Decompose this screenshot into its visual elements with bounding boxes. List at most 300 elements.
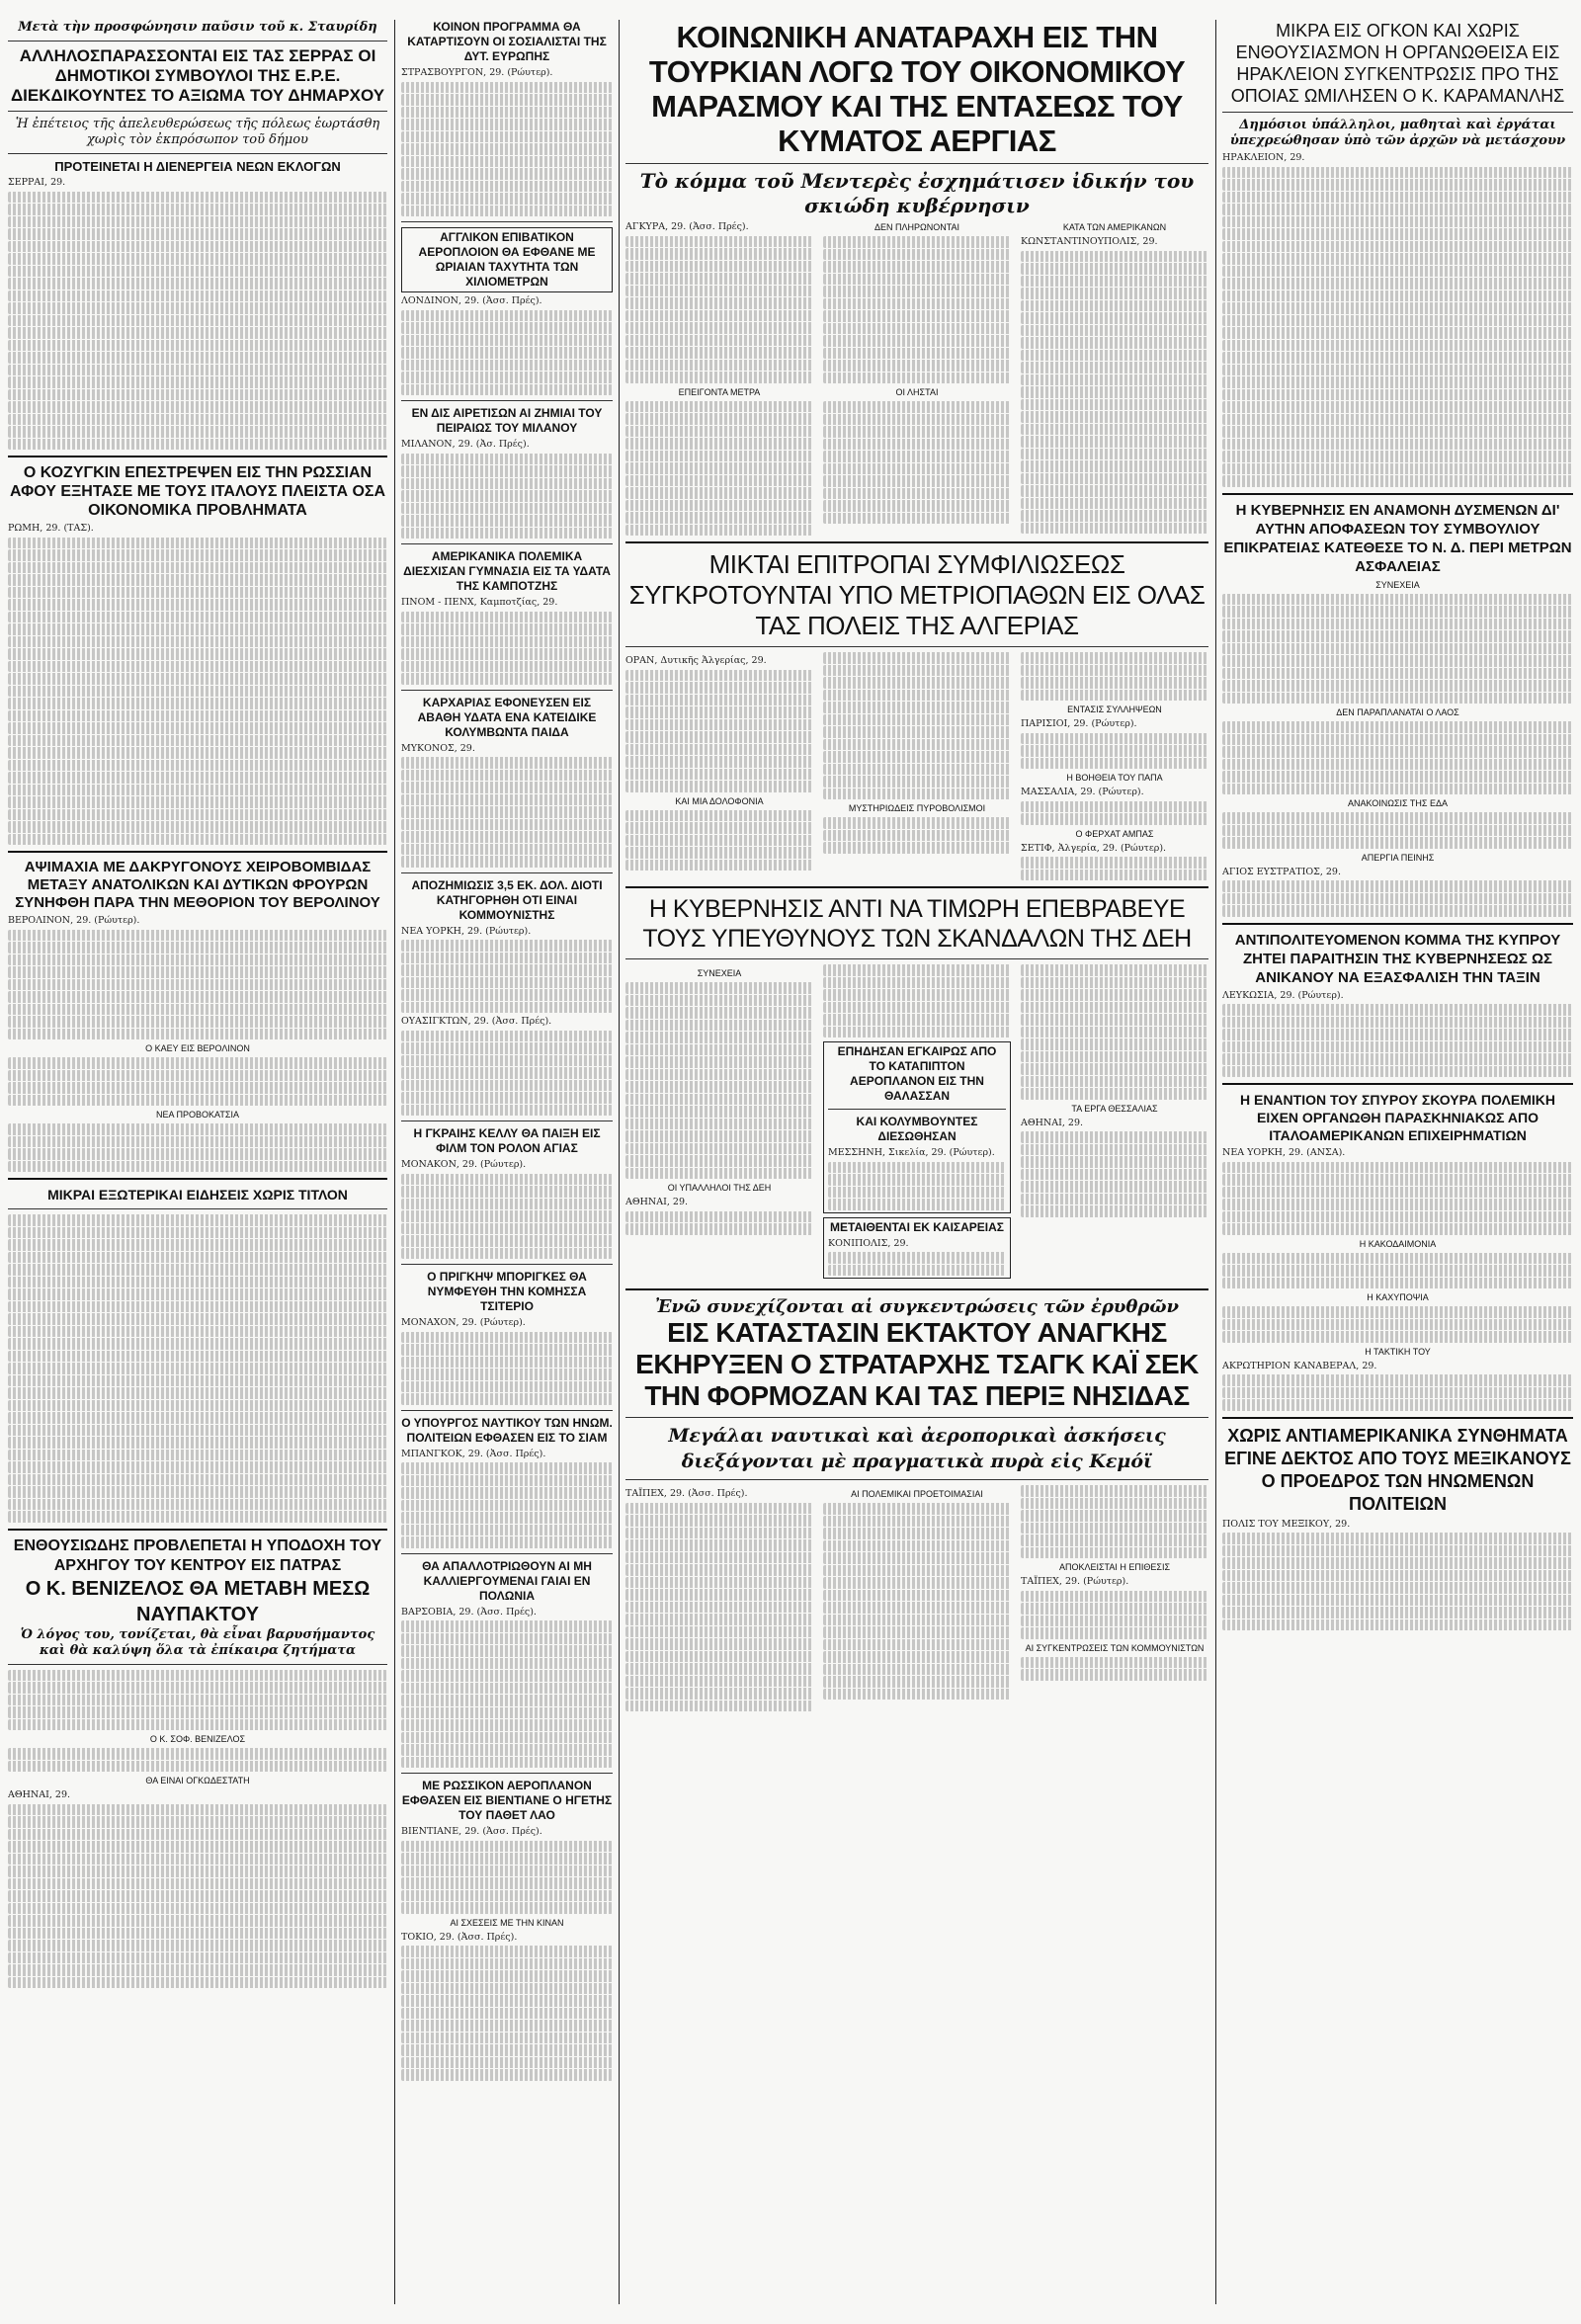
text-line: [8, 439, 387, 451]
headline-kosygin: Ο ΚΟΖΥΓΚΙΝ ΕΠΕΣΤΡΕΨΕΝ ΕΙΣ ΤΗΝ ΡΩΣΣΙΑΝ ΑΦΟΥ ΕΞΗΤΑΣΕ ΜΕ ΤΟΥΣ ΙΤΑΛΟΥΣ ΠΛΕΙΣΤΑ ΟΣΑ ΟΙΚΟΝΟΜΙΚΑ ΠΡΟΒΛΗΜΑΤΑ: [9, 464, 386, 519]
text-line: [8, 426, 387, 438]
text-line: [625, 1044, 813, 1056]
text-line: [1021, 813, 1208, 825]
text-line: [401, 1475, 613, 1487]
text-line: [8, 1866, 387, 1877]
label-eda-announcement: ΑΝΑΚΟΙΝΩΣΙΣ ΤΗΣ ΕΔΑ: [1347, 798, 1448, 808]
text-line: [1021, 300, 1208, 312]
dateline: ΜΕΣΣΗΝΗ, Σικελία, 29. (Ρώυτερ).: [828, 1147, 995, 1158]
text-line: [401, 1620, 613, 1632]
text-line: [625, 1552, 813, 1564]
text-line: [401, 794, 613, 806]
text-line: [1021, 485, 1208, 497]
text-line: [8, 1670, 387, 1682]
text-line: [1021, 1014, 1208, 1026]
text-line: [625, 360, 813, 372]
text-line: [401, 1105, 613, 1117]
text-line: [401, 1002, 613, 1014]
text-line: [8, 1264, 387, 1276]
text-line: [625, 1701, 813, 1712]
dateline: ΒΙΕΝΤΙΑΝΕ, 29. (Ἀσσ. Πρές).: [401, 1826, 542, 1837]
text-line: [1222, 1557, 1573, 1569]
headline-pathet-lao: ΜΕ ΡΩΣΣΙΚΟΝ ΑΕΡΟΠΛΑΝΟΝ ΕΦΘΑΣΕΝ ΕΙΣ ΒΙΕΝΤΙΑΝΕ Ο ΗΓΕΤΗΣ ΤΟΥ ΠΑΘΕΤ ΛΑΟ: [401, 1779, 613, 1822]
text-line: [401, 1092, 613, 1104]
text-line: [1021, 1205, 1208, 1217]
text-line: [625, 1020, 813, 1032]
text-line: [8, 698, 387, 709]
text-line: [401, 1393, 613, 1405]
text-line: [401, 1199, 613, 1210]
text-line: [823, 236, 1011, 248]
text-line: [823, 401, 1011, 413]
text-line: [625, 744, 813, 756]
text-line: [1021, 964, 1208, 976]
label-new-provocation: ΝΕΑ ΠΡΟΒΟΚΑΤΣΙΑ: [156, 1110, 239, 1120]
article-body: [8, 192, 387, 451]
text-line: [401, 1248, 613, 1260]
label-emergency-measures: ΕΠΕΙΓΟΝΤΑ ΜΕΤΡΑ: [678, 386, 761, 397]
text-line: [8, 1123, 387, 1135]
text-line: [401, 1500, 613, 1512]
text-line: [401, 1902, 613, 1914]
text-line: [1021, 460, 1208, 472]
text-line: [8, 760, 387, 772]
divider: [8, 1529, 387, 1531]
column-rule: [1215, 20, 1216, 2304]
text-line: [401, 1223, 613, 1235]
text-line: [401, 953, 613, 964]
subheadline-turkey: Τὸ κόμμα τοῦ Μεντερὲς ἐσχημάτισεν ἰδικήν του σκιώδη κυβέρνησιν: [639, 169, 1195, 217]
text-line: [823, 310, 1011, 322]
text-line: [401, 82, 613, 94]
text-line: [1021, 374, 1208, 386]
article-body: [401, 454, 613, 540]
text-line: [625, 982, 813, 994]
text-line: [625, 1211, 813, 1223]
text-line: [1021, 411, 1208, 423]
text-line: [1021, 1485, 1208, 1497]
text-line: [8, 673, 387, 685]
article-column: [823, 964, 1011, 1283]
text-line: [1021, 1523, 1208, 1535]
text-line: [8, 414, 387, 426]
text-line: [8, 1915, 387, 1927]
text-line: [8, 1878, 387, 1890]
text-line: [8, 278, 387, 290]
text-line: [1222, 389, 1573, 401]
article-body: [401, 1462, 613, 1548]
text-line: [8, 834, 387, 846]
text-line: [1021, 1063, 1208, 1075]
text-line: [1222, 606, 1573, 618]
boxed-article-plane: [823, 1041, 1011, 1213]
headline-venizelos: Ο Κ. ΒΕΝΙΖΕΛΟΣ ΘΑ ΜΕΤΑΒΗ ΜΕΣΩ ΝΑΥΠΑΚΤΟΥ: [25, 1577, 371, 1625]
text-line: [1021, 1088, 1208, 1100]
text-line: [1021, 1194, 1208, 1205]
column-3: [625, 20, 1208, 2304]
text-line: [1222, 340, 1573, 352]
text-line: [1021, 1002, 1208, 1014]
divider: [8, 1178, 387, 1180]
article-body: [8, 1123, 387, 1172]
text-line: [625, 1688, 813, 1700]
text-line: [823, 360, 1011, 372]
text-line: [1222, 1162, 1573, 1174]
text-line: [1222, 1387, 1573, 1399]
text-line: [8, 1363, 387, 1374]
text-line: [8, 1387, 387, 1399]
text-line: [625, 781, 813, 792]
text-line: [401, 1525, 613, 1536]
text-line: [625, 413, 813, 425]
text-line: [823, 739, 1011, 751]
text-line: [1021, 977, 1208, 989]
text-line: [8, 241, 387, 253]
boxed-article-caesarea: [823, 1217, 1011, 1280]
divider: [401, 221, 613, 222]
text-line: [1021, 1627, 1208, 1639]
dateline: ΚΩΝΣΤΑΝΤΙΝΟΥΠΟΛΙΣ, 29.: [1021, 236, 1158, 247]
column-rule: [619, 20, 620, 2304]
text-line: [1021, 1144, 1208, 1156]
text-line: [1222, 905, 1573, 917]
dateline: ΑΘΗΝΑΙ, 29.: [625, 1197, 689, 1207]
text-line: [1021, 1156, 1208, 1168]
text-line: [401, 1645, 613, 1657]
text-line: [8, 1903, 387, 1915]
divider: [401, 400, 613, 401]
text-line: [1222, 1319, 1573, 1331]
dateline: ΣΤΡΑΣΒΟΥΡΓΟΝ, 29. (Ρώυτερ).: [401, 67, 553, 78]
text-line: [8, 376, 387, 388]
dateline: ΑΘΗΝΑΙ, 29.: [1021, 1117, 1084, 1128]
text-line: [1021, 399, 1208, 411]
text-line: [1222, 1253, 1573, 1265]
text-line: [823, 751, 1011, 763]
text-line: [401, 1970, 613, 1982]
headline-minor-news: ΜΙΚΡΑΙ ΕΞΩΤΕΡΙΚΑΙ ΕΙΔΗΣΕΙΣ ΧΩΡΙΣ ΤΙΤΛΟΝ: [47, 1187, 348, 1203]
headline-compensation: ΑΠΟΖΗΜΙΩΣΙΣ 3,5 ΕΚ. ΔΟΛ. ΔΙΟΤΙ ΚΑΤΗΓΟΡΗΘΗ ΟΤΙ ΕΙΝΑΙ ΚΟΜΜΟΥΝΙΣΤΗΣ: [411, 877, 603, 922]
text-line: [1222, 812, 1573, 824]
text-line: [8, 612, 387, 623]
text-line: [823, 1651, 1011, 1663]
text-line: [401, 310, 613, 322]
dateline: ΜΙΛΑΝΟΝ, 29. (Ἀσ. Πρές).: [401, 439, 530, 450]
text-line: [625, 835, 813, 847]
headline-prince-borghese: Ο ΠΡΙΓΚΗΨ ΜΠΟΡΙΓΚΕΣ ΘΑ ΝΥΜΦΕΥΘΗ ΤΗΝ ΚΟΜΗΣΣΑ ΤΣΙΤΕΡΙΟ: [427, 1270, 587, 1313]
text-line: [625, 1676, 813, 1688]
text-line: [8, 1450, 387, 1461]
article-column: [823, 218, 1011, 536]
text-line: [1021, 449, 1208, 460]
text-line: [823, 977, 1011, 989]
label-kaey-berlin: Ο ΚΑΕΥ ΕΙΣ ΒΕΡΟΛΙΝΟΝ: [145, 1043, 250, 1053]
text-line: [823, 702, 1011, 713]
headline-patras-reception: ΕΝΘΟΥΣΙΩΔΗΣ ΠΡΟΒΛΕΠΕΤΑΙ Η ΥΠΟΔΟΧΗ ΤΟΥ ΑΡΧΗΓΟΥ ΤΟΥ ΚΕΝΤΡΟΥ ΕΙΣ ΠΑΤΡΑΣ: [13, 1536, 382, 1574]
text-line: [1021, 1498, 1208, 1510]
text-line: [401, 1719, 613, 1731]
text-line: [401, 623, 613, 635]
top-line: Μετὰ τὴν προσφώνησιν παῦσιν τοῦ κ. Σταυρίδη: [18, 20, 377, 35]
dateline: ΑΓΚΥΡΑ, 29. (Ἀσσ. Πρές).: [625, 221, 749, 232]
text-line: [401, 757, 613, 769]
text-line: [8, 401, 387, 413]
label-attack-excluded: ΑΠΟΚΛΕΙΣΤΑΙ Η ΕΠΙΘΕΣΙΣ: [1058, 1562, 1171, 1572]
text-line: [625, 860, 813, 872]
column-2: [401, 20, 613, 2304]
text-line: [1021, 1038, 1208, 1050]
text-line: [1021, 386, 1208, 398]
text-line: [401, 156, 613, 168]
text-line: [8, 365, 387, 376]
label-pope-aid: Η ΒΟΗΘΕΙΑ ΤΟΥ ΠΑΠΑ: [1066, 773, 1163, 783]
dateline: ΤΑΪΠΕΧ, 29. (Ρώυτερ).: [1021, 1576, 1129, 1587]
text-line: [8, 389, 387, 401]
text-line: [1222, 278, 1573, 290]
text-line: [8, 661, 387, 673]
text-line: [8, 1313, 387, 1325]
divider: [401, 1120, 613, 1121]
divider: [625, 646, 1208, 647]
article-column: [823, 652, 1011, 880]
text-line: [1222, 192, 1573, 204]
text-line: [1222, 784, 1573, 795]
text-line: [625, 1614, 813, 1625]
text-line: [401, 465, 613, 477]
text-line: [823, 261, 1011, 273]
text-line: [401, 94, 613, 106]
text-line: [625, 1007, 813, 1019]
text-line: [8, 266, 387, 278]
text-line: [1021, 652, 1208, 664]
dateline: ΤΟΚΙΟ, 29. (Ἀσσ. Πρές).: [401, 1931, 518, 1943]
text-line: [1222, 1619, 1573, 1631]
text-line: [401, 1487, 613, 1499]
label-robbers: ΟΙ ΛΗΣΤΑΙ: [895, 387, 939, 397]
text-line: [8, 1161, 387, 1173]
text-line: [823, 726, 1011, 738]
text-line: [823, 1014, 1011, 1026]
text-line: [823, 989, 1011, 1001]
text-line: [1021, 325, 1208, 337]
text-line: [401, 181, 613, 193]
text-line: [401, 119, 613, 130]
text-line: [828, 1199, 1006, 1210]
text-line: [1222, 1199, 1573, 1210]
text-line: [1222, 253, 1573, 265]
text-line: [401, 977, 613, 989]
divider: [401, 872, 613, 873]
divider: [8, 111, 387, 112]
text-line: [401, 782, 613, 793]
dateline: ΑΓΙΟΣ ΕΥΣΤΡΑΤΙΟΣ, 29.: [1222, 866, 1341, 877]
headline-cyprus: ΑΝΤΙΠΟΛΙΤΕΥΟΜΕΝΟΝ ΚΟΜΜΑ ΤΗΣ ΚΥΠΡΟΥ ΖΗΤΕΙ ΠΑΡΑΙΤΗΣΙΝ ΤΗΣ ΚΥΒΕΡΝΗΣΕΩΣ ΩΣ ΑΝΙΚΑΝΟΥ ΝΑ ΕΞΑΣΦΑΛΙΣΗ ΤΗΝ ΤΑΞΙΝ: [1234, 931, 1561, 986]
text-line: [401, 1866, 613, 1877]
text-line: [401, 1381, 613, 1393]
text-line: [625, 1119, 813, 1130]
divider: [401, 543, 613, 544]
text-line: [1222, 204, 1573, 215]
text-line: [823, 1552, 1011, 1564]
text-line: [401, 819, 613, 831]
text-line: [1021, 436, 1208, 448]
text-line: [823, 513, 1011, 525]
text-line: [401, 989, 613, 1001]
divider: [1222, 1083, 1573, 1085]
article-body: [8, 930, 387, 1040]
text-line: [8, 1227, 387, 1239]
subheadline-serres: Ἡ ἐπέτειος τῆς ἀπελευθερώσεως τῆς πόλεως ἑωρτάσθη χωρὶς τὸν ἐκπρόσωπον τοῦ δήμου: [15, 117, 380, 147]
text-line: [8, 1351, 387, 1363]
text-line: [625, 438, 813, 450]
text-line: [401, 612, 613, 623]
divider: [8, 456, 387, 457]
text-line: [401, 490, 613, 502]
text-line: [1021, 733, 1208, 745]
text-line: [401, 360, 613, 372]
text-line: [1222, 315, 1573, 327]
text-line: [828, 1162, 1006, 1174]
text-line: [8, 587, 387, 599]
article-column: [1021, 964, 1208, 1283]
text-line: [401, 131, 613, 143]
text-line: [8, 1940, 387, 1951]
text-line: [1021, 745, 1208, 757]
text-line: [8, 599, 387, 611]
text-line: [625, 525, 813, 537]
article-body: [1222, 1533, 1573, 1630]
article-body: [8, 1804, 387, 1989]
divider: [828, 1109, 1006, 1110]
text-line: [1021, 1535, 1208, 1546]
text-line: [625, 1130, 813, 1142]
text-line: [401, 1744, 613, 1756]
label-one-murder: ΚΑΙ ΜΙΑ ΔΟΛΟΦΟΝΙΑ: [675, 795, 764, 806]
article-column: [625, 218, 813, 536]
text-line: [401, 1210, 613, 1222]
text-line: [823, 677, 1011, 689]
text-line: [625, 1663, 813, 1675]
text-line: [823, 1590, 1011, 1602]
text-line: [1222, 1265, 1573, 1277]
text-line: [401, 844, 613, 856]
text-line: [823, 488, 1011, 500]
text-line: [1222, 655, 1573, 667]
text-line: [1021, 690, 1208, 702]
dateline: ΣΕΤΙΦ, Ἀλγερία, 29. (Ρώυτερ).: [1021, 842, 1167, 854]
text-line: [823, 286, 1011, 297]
text-line: [1222, 228, 1573, 240]
text-line: [1222, 771, 1573, 783]
text-line: [401, 661, 613, 673]
text-line: [401, 193, 613, 205]
text-line: [625, 475, 813, 487]
text-line: [401, 648, 613, 660]
text-line: [401, 1055, 613, 1067]
text-line: [1021, 665, 1208, 677]
text-line: [401, 1067, 613, 1079]
text-line: [8, 1252, 387, 1264]
headline-mexico: ΧΩΡΙΣ ΑΝΤΙΑΜΕΡΙΚΑΝΙΚΑ ΣΥΝΘΗΜΑΤΑ ΕΓΙΝΕ ΔΕΚΤΟΣ ΑΠΟ ΤΟΥΣ ΜΕΞΙΚΑΝΟΥΣ Ο ΠΡΟΕΔΡΟΣ ΤΩΝ ΗΝΩΜΕΝΩΝ ΠΟΛΙΤΕΙΩΝ: [1224, 1425, 1571, 1514]
dateline: ΠΑΡΙΣΙΟΙ, 29. (Ρώυτερ).: [1021, 718, 1137, 729]
divider: [1222, 1417, 1573, 1419]
text-line: [8, 942, 387, 954]
text-line: [1021, 263, 1208, 275]
article-column: [1021, 652, 1208, 880]
text-line: [8, 574, 387, 586]
divider: [1222, 493, 1573, 495]
text-line: [1222, 1595, 1573, 1607]
text-line: [1222, 1399, 1573, 1411]
dateline: ΛΟΝΔΙΝΟΝ, 29. (Ἀσσ. Πρές).: [401, 295, 542, 306]
article-body: [401, 612, 613, 685]
text-line: [1222, 759, 1573, 771]
text-line: [401, 1658, 613, 1670]
text-line: [1222, 1211, 1573, 1223]
subheadline-venizelos: Ὁ λόγος του, τονίζεται, θὰ εἶναι βαρυσήμαντος καὶ θὰ καλύψη ὅλα τὰ ἐπίκαιρα ζητήματα: [20, 1626, 375, 1658]
text-line: [401, 107, 613, 119]
text-line: [1222, 327, 1573, 339]
article-body: [401, 82, 613, 217]
divider: [1222, 112, 1573, 113]
text-line: [8, 809, 387, 821]
text-line: [823, 714, 1011, 726]
text-line: [8, 1095, 387, 1107]
text-line: [625, 261, 813, 273]
article-body: [401, 1031, 613, 1117]
text-line: [1222, 290, 1573, 302]
text-line: [1222, 179, 1573, 191]
divider: [8, 1664, 387, 1665]
text-line: [625, 335, 813, 347]
article-body: [8, 538, 387, 846]
text-line: [401, 1369, 613, 1380]
text-line: [1222, 734, 1573, 746]
text-line: [1021, 1051, 1208, 1063]
text-line: [401, 831, 613, 843]
text-line: [1021, 1657, 1208, 1669]
text-line: [401, 143, 613, 155]
text-line: [8, 1964, 387, 1976]
text-line: [8, 722, 387, 734]
column-1: [8, 20, 387, 2304]
divider: [8, 153, 387, 154]
text-line: [8, 991, 387, 1003]
text-line: [1222, 365, 1573, 376]
text-line: [8, 1706, 387, 1718]
dateline: ΣΕΡΡΑΙ, 29.: [8, 177, 66, 188]
formosa-article-columns: [625, 1485, 1208, 1711]
text-line: [1021, 288, 1208, 299]
label-china-relations: ΑΙ ΣΧΕΣΕΙΣ ΜΕ ΤΗΝ ΚΙΝΑΝ: [450, 1917, 564, 1928]
text-line: [625, 1106, 813, 1118]
text-line: [8, 290, 387, 302]
text-line: [8, 253, 387, 265]
text-line: [8, 796, 387, 808]
text-line: [625, 248, 813, 260]
divider: [8, 41, 387, 42]
text-line: [823, 964, 1011, 976]
text-line: [401, 372, 613, 383]
label-misfortune: Η ΚΑΚΟΔΑΙΜΟΝΙΑ: [1359, 1238, 1437, 1249]
text-line: [8, 1400, 387, 1412]
text-line: [625, 1515, 813, 1527]
dei-article-columns: [625, 964, 1208, 1283]
text-line: [1222, 414, 1573, 426]
text-line: [823, 1577, 1011, 1589]
text-line: [625, 273, 813, 285]
divider: [625, 1417, 1208, 1418]
